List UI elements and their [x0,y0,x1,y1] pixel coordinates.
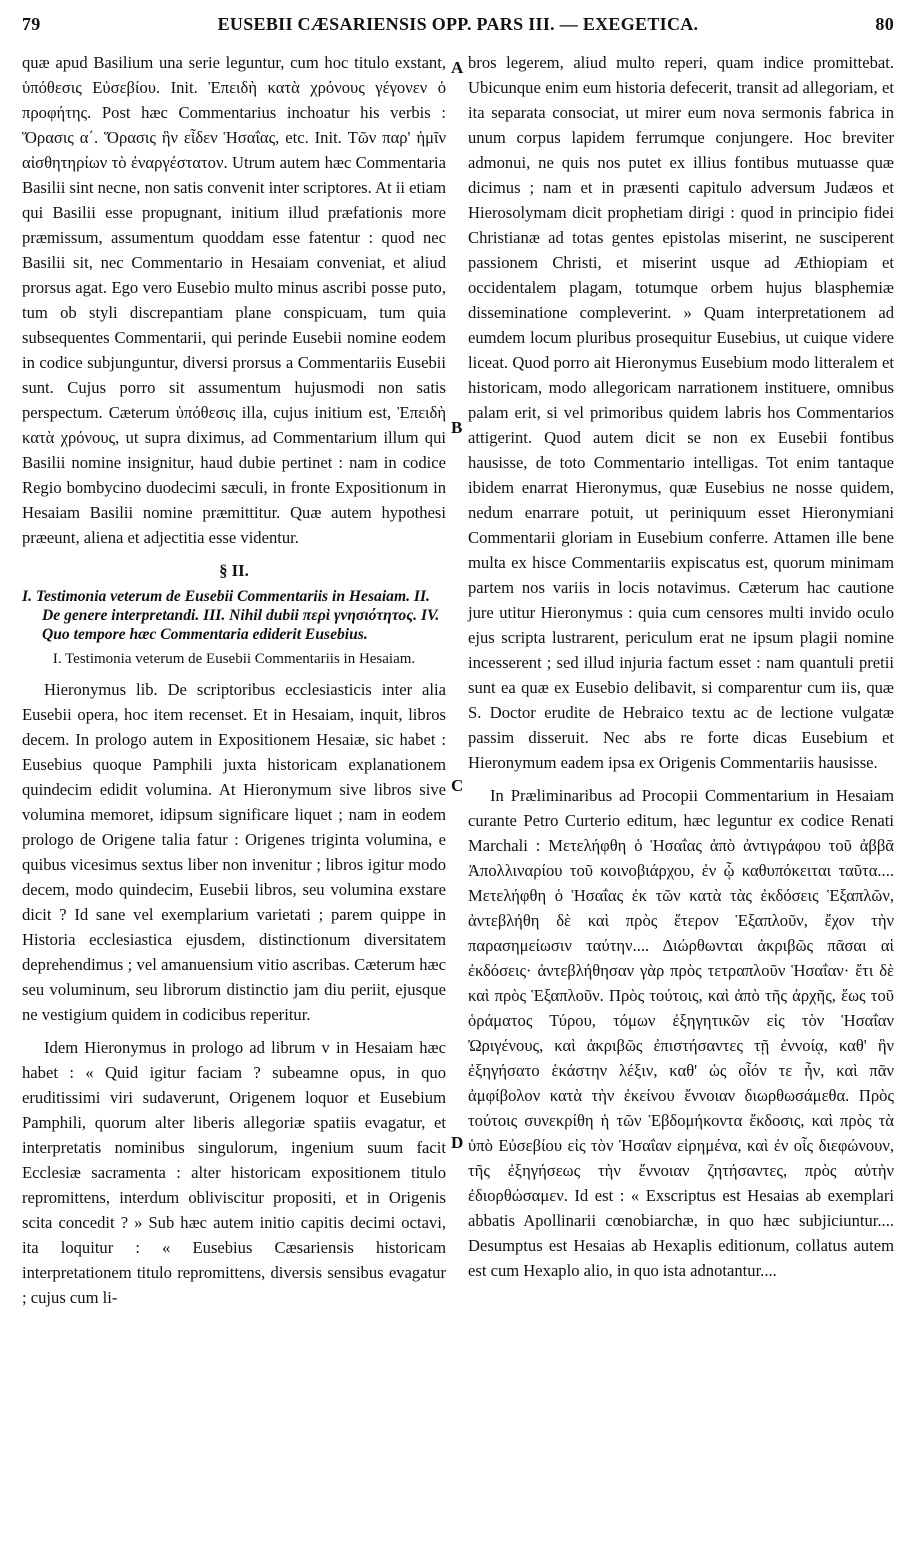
margin-letter-d: D [451,1133,464,1152]
margin-letter-a: A [451,58,464,77]
left-paragraph-2: Hieronymus lib. De scriptoribus ecclesiasticis inter alia Eusebii opera, hoc item recenset. Et in Hesaiam, inquit, libros decem. In prologo autem in Expositionem Hesaiæ, sic habet : Eusebius quoque Pamphili juxta historicam explanationem quindecim edidit volumina. At Hieronymum sive libros sive volumina memoret, idipsum significare liquet ; nam in eodem prologo de Origene talia fatur : Origenes triginta volumina, e quibus vicesimus sextus liber non invenitur ; libros igitur modo decem, modo quindecim, Eusebii libros, seu volumina exstare dicit ? Id sane vel exemplarium varietati ; parem quippe in Historia ecclesiastica ejusdem, distinctionum diversitatem deprehendimus ; vel amanuensium vitio ascribas. Cæterum hæc seu voluminum, seu librorum distinctio jam diu periit, ejusque ne vestigium quidem in codicibus reperitur. [22,680,446,1024]
margin-letter-c: C [451,776,464,795]
page-number-left: 79 [22,14,41,34]
left-paragraph-1: quæ apud Basilium una serie leguntur, cum hoc titulo exstant, ὑπόθεσις Εὐσεβίου. Init. Ἐπειδὴ κατὰ χρόνους γέγονεν ὁ προφήτης. Post hæc Commentarius inchoatur his verbis : Ὅρασις α΄. Ὅρασις ἣν εἶδεν Ἡσαΐας, etc. Init. Τῶν παρ' ἡμῖν αἰσθητηρίων τὸ ἐναργέστατον. Utrum autem hæc Commentaria Basilii sint necne, non satis convenit inter scriptores. At ii etiam qui Basilii esse propugnant, initium illud præfationis more præmissum, assumentum quoddam esse fatentur : quod nec Basilii sit, nec Commentario in Hesaiam conveniat, et aliud prorsus agat. Ego vero Eusebio multo minus ascribi posse puto, tum ob styli discrepantiam plane conspicuam, tum quia subsequentes Commentarii, qui perinde Eusebii nomine eodem in codice subjunguntur, diversi prorsus a Commentariis Eusebii sunt. Cujus porro sit assumentum hujusmodi non satis perspectum. Cæterum ὑπόθεσις illa, cujus initium est, Ἐπειδὴ κατὰ χρόνους, ut supra diximus, ad Commentarium illum qui Basilii nomine insignitur, haud dubie pertinet : nam in codice Regio bombycino duodecimi sæculi, in fronte Expositionum in Hesaiam Basilii nomine præmittitur. Quæ autem hypothesi præeunt, aliena et adjectitia esse videntur. [22,53,446,547]
right-paragraph-2: In Præliminaribus ad Procopii Commentarium in Hesaiam curante Petro Curterio editum, hæc leguntur ex codice Renati Marchali : Μετελήφθη ὁ Ἡσαΐας ἀπὸ ἀντιγράφου τοῦ ἀββᾶ Ἀπολλιναρίου τοῦ κοινοβιάρχου, ἐν ᾧ καθυπόκειται ταῦτα.... Μετελήφθη ὁ Ἡσαΐας ἐκ τῶν κατὰ τὰς ἐκδόσεις Ἑξαπλῶν, ἀντεβλήθη δὲ καὶ πρὸς ἕτερον Ἑξαπλοῦν, ἔχον τὴν παρασημείωσιν ταύτην.... Διώρθωνται ἀκριβῶς πᾶσαι αἱ ἐκδόσεις· ἀντεβλήθησαν γὰρ πρὸς τετραπλοῦν Ἡσαΐαν· ἔτι δὲ καὶ πρὸς Ἑξαπλοῦν. Πρὸς τούτοις, καὶ ἀπὸ τῆς ἀρχῆς, ἕως τοῦ ὁράματος Τύρου, τόμων ἐξηγητικῶν εἰς τὸν Ἡσαΐαν Ὠριγένους, καὶ ἀκριβῶς ἐπιστήσαντες τῇ ἐννοίᾳ, καθ' ἣν ἐξηγήσατο ἑκάστην λέξιν, καθ' ὡς οἷόν τε ἦν, καὶ πᾶν ἀμφίβολον κατὰ τὴν ἐκείνου ἔννοιαν διωρθωσάμεθα. Πρὸς τούτοις συνεκρίθη ἡ τῶν Ἑβδομήκοντα ἔκδοσις, καὶ πρὸς τὰ ὑπὸ Εὐσεβίου εἰς τὸν Ἡσαΐαν εἰρημένα, καὶ ἐν οἷς διεφώνουν, τῆς ἐξηγήσεως τὴν ἔννοιαν ζητήσαντες, πρὸς αὐτὴν ἐδιορθώσαμεν. Id est : « Exscriptus est Hesaias ab exemplari abbatis Apollinarii cœnobiarchæ, in quo hæc subjiciuntur.... Desumptus est Hesaias ab Hexaplis editionum, collatus autem est cum Hexaplo alio, in quo ista adnotantur.... [468,786,894,1280]
running-title: EUSEBII CÆSARIENSIS OPP. PARS III. — EXEGETICA. [217,14,699,34]
margin-letter-b: B [451,418,463,437]
section-summary: I. Testimonia veterum de Eusebii Commentariis in Hesaiam. II. De genere interpretandi. III. Nihil dubii περὶ γνησιότητος. IV. Quo tempore hæc Commentaria ediderit Eusebius. [22,588,440,643]
subsection-heading: I. Testimonia veterum de Eusebii Commentariis in Hesaiam. [52,651,416,667]
right-paragraph-1: bros legerem, aliud multo reperi, quam indice promittebat. Ubicunque enim eum historia defecerit, transit ad allegoriam, et ita separata consociat, ut mirer eum nova sermonis fabrica in unum corpus lapidem ferrumque conjungere. Hoc breviter admonui, ne quis nos putet ex illius fontibus mutuasse quæ dicimus ; nam et in præsenti capitulo adversum Judæos et Hierosolymam dicit prophetiam dirigi : quod in principio fidei Christianæ ad totas gentes epistolas miserint, ne susciperent passionem Christi, et miserint usque ad Æthiopiam et occidentalem plagam, totumque orbem hujus blasphemiæ disseminatione compleverint. » Quam interpretationem ad eumdem locum pluribus prosequitur Eusebius, ut cuique videre liceat. Quod porro ait Hieronymus Eusebium modo litteralem et historicam, modo allegoricam narrationem instituere, omnibus palam erit, si vel primoribus quidem labris hos Commentarios attigerint. Quod autem dicit se non ex Eusebii fontibus hausisse, de toto Commentario intelligas. Tot enim tantaque ibidem enarrat Hieronymus, quæ Eusebius ne nosse quidem, nedum enarrare potuit, ut periniquum esset Hieronymiani Commentarii gloriam in Eusebium conferre. Attamen ille bene multa ex hisce Commentariis expiscatus est, quorum minimam partem nos variis in locis notavimus. Cæterum hac cautione jure utitur Hieronymus : quia cum censores multi invido oculo ejus scripta lustrarent, periculum erat ne ipsum plagii nomine incesserent ; sed illud injuria factum esset : nam quantuli pretii sunt ea quæ ex Eusebio delibavit, si comparentur cum iis, quæ S. Doctor erudite de Hebraico textu ac de lectione vulgatæ passim disseruit. Nec abs re forte dicas Eusebium et Hieronymum eadem ipsa ex Origenis Commentariis hausisse. [468,53,894,772]
page-number-right: 80 [875,14,894,34]
section-heading: § II. [219,561,249,580]
left-column [22,50,446,1310]
running-header [22,14,894,40]
right-column [468,50,894,1283]
left-paragraph-3: Idem Hieronymus in prologo ad librum v in Hesaiam hæc habet : « Quid igitur faciam ? subeamne opus, in quo eruditissimi viri sudaverunt, Origenem loquor et Eusebium Pamphili, quorum alter liberis allegoriæ spatiis evagatur, et interpretatis nominibus singulorum, ingenium suum facit Ecclesiæ sacramenta : alter historicam expositionem titulo repromittens, interdum obliviscitur propositi, et in Origenis scita concedit ? » Sub hæc autem initio capitis decimi octavi, ita loquitur : « Eusebius Cæsariensis historicam interpretationem titulo repromittens, diversis sensibus evagatur ; cujus cum li- [22,1038,446,1307]
